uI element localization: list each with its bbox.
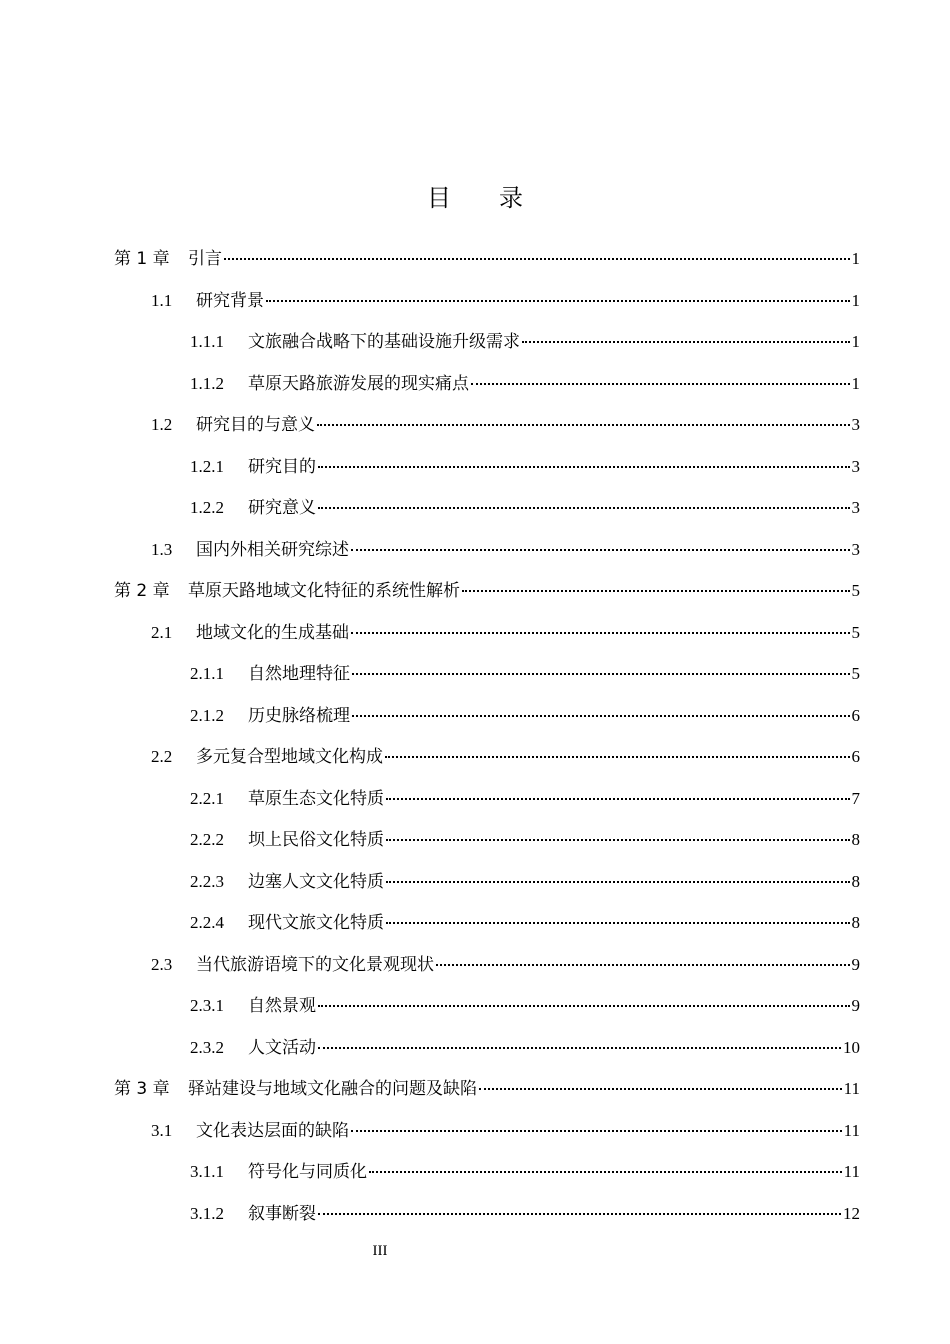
toc-entry-page: 8 xyxy=(851,871,860,891)
toc-entry-number: 2.2.4 xyxy=(190,913,224,932)
toc-entry[interactable] xyxy=(151,951,860,979)
toc-dot-leader xyxy=(318,1005,850,1007)
toc-entry[interactable] xyxy=(190,992,860,1020)
toc-entry[interactable] xyxy=(151,619,860,647)
toc-dot-leader xyxy=(351,549,850,551)
toc-entry-page: 9 xyxy=(851,954,860,974)
toc-entry[interactable] xyxy=(190,1200,860,1228)
toc-dot-leader xyxy=(318,1047,841,1049)
toc-entry-title: 研究目的与意义 xyxy=(196,415,315,435)
toc-entry-title: 人文活动 xyxy=(248,1037,316,1058)
toc-entry-page: 8 xyxy=(851,830,860,849)
toc-entry[interactable] xyxy=(190,453,860,481)
toc-entry-page: 3 xyxy=(851,539,860,559)
toc-entry-page: 1 xyxy=(851,249,860,268)
toc-entry-title: 研究背景 xyxy=(196,290,264,311)
toc-entry[interactable] xyxy=(190,660,860,688)
title-char-2: 录 xyxy=(499,184,523,212)
toc-dot-leader xyxy=(318,1213,841,1215)
toc-entry-title: 自然景观 xyxy=(248,996,316,1016)
toc-dot-leader xyxy=(352,715,850,717)
toc-entry-page: 1 xyxy=(851,373,860,393)
toc-dot-leader xyxy=(522,341,850,343)
toc-entry-page: 11 xyxy=(843,1162,860,1181)
toc-entry[interactable] xyxy=(190,909,860,937)
toc-entry-page: 12 xyxy=(843,1203,860,1223)
toc-dot-leader xyxy=(462,590,850,592)
toc-dot-leader xyxy=(436,964,850,966)
toc-dot-leader xyxy=(479,1088,842,1090)
toc-entry-title: 多元复合型地域文化构成 xyxy=(196,747,383,767)
toc-entry-page: 11 xyxy=(843,1079,860,1098)
toc-entry-title: 自然地理特征 xyxy=(248,664,350,684)
title-char-1: 目 xyxy=(427,184,451,212)
toc-dot-leader xyxy=(351,1130,842,1132)
toc-entry-title: 草原生态文化特质 xyxy=(248,788,384,809)
page-title xyxy=(0,178,950,213)
toc-dot-leader xyxy=(369,1171,842,1173)
toc-dot-leader xyxy=(386,839,850,841)
toc-entry-title: 草原天路旅游发展的现实痛点 xyxy=(248,373,469,394)
toc-entry-number: 2.1 xyxy=(151,622,173,642)
toc-entry-page: 5 xyxy=(851,622,860,642)
toc-entry-number: 2.1.1 xyxy=(190,664,224,683)
page-number-footer: III xyxy=(372,1243,388,1259)
toc-entry[interactable] xyxy=(190,328,860,356)
toc-entry-number: 2.1.2 xyxy=(190,705,224,725)
toc-entry-number: 第 1 章 xyxy=(114,249,170,269)
toc-dot-leader xyxy=(386,798,850,800)
toc-entry-number: 第 3 章 xyxy=(114,1079,170,1099)
toc-entry-title: 现代文旅文化特质 xyxy=(248,913,384,933)
toc-dot-leader xyxy=(318,507,850,509)
toc-entry-number: 2.3.1 xyxy=(190,996,224,1015)
toc-entry-page: 11 xyxy=(843,1120,860,1140)
toc-entry-number: 2.3 xyxy=(151,954,173,974)
toc-entry-title: 引言 xyxy=(188,249,222,269)
toc-entry-number: 1.2.1 xyxy=(190,456,224,476)
toc-entry-number: 1.2 xyxy=(151,415,173,434)
toc-entry-page: 5 xyxy=(851,664,860,683)
toc-entry[interactable] xyxy=(114,1075,860,1103)
toc-entry-page: 10 xyxy=(843,1037,860,1057)
toc-entry-number: 1.2.2 xyxy=(190,498,224,517)
toc-entry-number: 2.3.2 xyxy=(190,1037,224,1057)
toc-entry[interactable] xyxy=(151,1117,860,1145)
toc-entry-title: 文化表达层面的缺陷 xyxy=(196,1120,349,1141)
toc-dot-leader xyxy=(224,258,850,260)
toc-entry-number: 2.2.2 xyxy=(190,830,224,849)
toc-entry-title: 坝上民俗文化特质 xyxy=(248,830,384,850)
toc-entry-title: 文旅融合战略下的基础设施升级需求 xyxy=(248,332,520,352)
toc-dot-leader xyxy=(352,673,850,675)
toc-entry[interactable] xyxy=(151,411,860,439)
toc-entry-number: 2.2 xyxy=(151,747,173,766)
toc-dot-leader xyxy=(266,300,850,302)
toc-entry[interactable] xyxy=(190,702,860,730)
toc-entry-number: 3.1 xyxy=(151,1120,173,1140)
toc-entry-page: 5 xyxy=(851,581,860,600)
toc-entry-number: 1.3 xyxy=(151,539,173,559)
toc-entry[interactable] xyxy=(190,868,860,896)
toc-entry-title: 当代旅游语境下的文化景观现状 xyxy=(196,954,434,975)
toc-entry-title: 叙事断裂 xyxy=(248,1203,316,1224)
toc-entry-number: 1.1.2 xyxy=(190,373,224,393)
toc-entry[interactable] xyxy=(151,536,860,564)
toc-entry[interactable] xyxy=(190,370,860,398)
toc-entry[interactable] xyxy=(190,826,860,854)
toc-entry-number: 第 2 章 xyxy=(114,581,170,601)
toc-entry-number: 1.1.1 xyxy=(190,332,224,351)
toc-entry-page: 9 xyxy=(851,996,860,1015)
toc-entry[interactable] xyxy=(190,785,860,813)
toc-entry-page: 1 xyxy=(851,332,860,351)
toc-dot-leader xyxy=(471,383,850,385)
toc-dot-leader xyxy=(386,881,850,883)
toc-entry-page: 3 xyxy=(851,498,860,517)
toc-dot-leader xyxy=(385,756,850,758)
toc-entry[interactable] xyxy=(190,1034,860,1062)
toc-entry-page: 3 xyxy=(851,456,860,476)
toc-dot-leader xyxy=(318,466,850,468)
toc-entry-number: 2.2.3 xyxy=(190,871,224,891)
toc-entry[interactable] xyxy=(151,743,860,771)
toc-entry-title: 草原天路地域文化特征的系统性解析 xyxy=(188,581,460,601)
toc-entry[interactable] xyxy=(190,494,860,522)
toc-entry-number: 3.1.2 xyxy=(190,1203,224,1223)
toc-entry-title: 符号化与同质化 xyxy=(248,1162,367,1182)
toc-entry-page: 1 xyxy=(851,290,860,310)
toc-dot-leader xyxy=(386,922,850,924)
toc-entry-title: 边塞人文文化特质 xyxy=(248,871,384,892)
toc-dot-leader xyxy=(351,632,850,634)
toc-entry-title: 国内外相关研究综述 xyxy=(196,539,349,560)
toc-entry-number: 2.2.1 xyxy=(190,788,224,808)
toc-entry[interactable] xyxy=(151,287,860,315)
toc-entry-title: 历史脉络梳理 xyxy=(248,705,350,726)
toc-entry-page: 8 xyxy=(851,913,860,932)
toc-entry-title: 驿站建设与地域文化融合的问题及缺陷 xyxy=(188,1079,477,1099)
toc-entry[interactable] xyxy=(190,1158,860,1186)
toc-entry-title: 研究目的 xyxy=(248,456,316,477)
toc-entry[interactable] xyxy=(114,577,860,605)
toc-entry-number: 1.1 xyxy=(151,290,173,310)
toc-dot-leader xyxy=(317,424,850,426)
toc-entry[interactable] xyxy=(114,245,860,273)
toc-entry-title: 地域文化的生成基础 xyxy=(196,622,349,643)
toc-entry-page: 3 xyxy=(851,415,860,434)
toc-entry-number: 3.1.1 xyxy=(190,1162,224,1181)
toc-entry-page: 6 xyxy=(851,747,860,766)
toc-entry-page: 7 xyxy=(851,788,860,808)
toc-entry-page: 6 xyxy=(851,705,860,725)
toc-entry-title: 研究意义 xyxy=(248,498,316,518)
